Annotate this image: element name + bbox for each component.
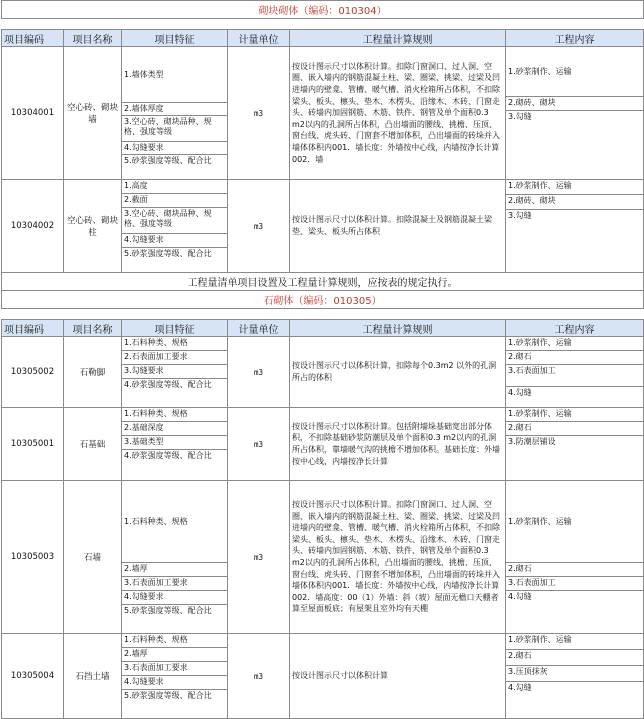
item-name: 空心砖、砌块柱 bbox=[64, 180, 122, 273]
item-code: 10305001 bbox=[2, 408, 64, 481]
content-item: 1.砂浆制作、运输 bbox=[506, 408, 643, 422]
content-list bbox=[506, 634, 644, 719]
item-unit: m3 bbox=[228, 337, 290, 408]
item-code: 10305004 bbox=[2, 634, 64, 719]
feature-item: 4.勾缝要求 bbox=[122, 591, 227, 605]
item-name: 石墙 bbox=[64, 481, 122, 634]
item-rule: 按设计图示尺寸以体积计算。包括附墙垛基础宽出部分体积，不扣除基础砂浆防潮层及单个面积0.3 m2以内的孔洞所占体积，靠墙暖气沟的挑檐不增加体积。基础长度：外墙按中心线，内墙按净长计算 bbox=[290, 408, 506, 481]
feature-item: 1.高度 bbox=[122, 180, 227, 194]
header-code: 项目编码 bbox=[2, 320, 64, 337]
item-code: 10305003 bbox=[2, 481, 64, 634]
feature-item: 1.石料种类、规格 bbox=[122, 408, 227, 422]
content-item: 1.砂浆制作、运输 bbox=[506, 180, 643, 195]
content-list bbox=[506, 337, 644, 408]
item-rule: 按设计图示尺寸以体积计算。扣除混凝土及钢筋混凝土梁垫、梁头、板头所占体积 bbox=[290, 180, 506, 273]
item-code: 10304001 bbox=[2, 47, 64, 180]
content-item: 2.砌石 bbox=[506, 422, 643, 436]
feature-item: 3.空心砖、砌块品种、规格、强度等级 bbox=[122, 116, 227, 142]
feature-item: 4.勾缝要求 bbox=[122, 676, 227, 690]
content-item: 4.勾缝 bbox=[508, 683, 532, 692]
feature-list bbox=[122, 634, 228, 719]
content-item: 4.勾缝 bbox=[508, 592, 532, 601]
content-item: 1.砂浆制作、运输 bbox=[506, 634, 643, 650]
item-unit: m3 bbox=[228, 634, 290, 719]
feature-item: 5.砂浆强度等级、配合比 bbox=[124, 606, 212, 615]
content-item: 1.砂浆制作、运输 bbox=[506, 47, 643, 97]
feature-list bbox=[122, 337, 228, 408]
feature-item: 2.墙体厚度 bbox=[122, 103, 227, 116]
spec-table bbox=[1, 0, 644, 719]
feature-item: 2.墙厚 bbox=[122, 648, 227, 662]
header-rule: 工程量计算规则 bbox=[290, 30, 506, 47]
content-item: 3.勾缝 bbox=[508, 112, 532, 121]
feature-item: 1.石料种类、规格 bbox=[122, 337, 227, 351]
feature-item: 2.墙厚 bbox=[122, 563, 227, 577]
feature-list bbox=[122, 408, 228, 481]
header-unit: 计量单位 bbox=[228, 30, 290, 47]
table-row bbox=[2, 481, 644, 634]
content-item: 3.勾缝 bbox=[508, 211, 532, 220]
spacer bbox=[2, 309, 644, 320]
feature-item: 4.勾缝要求 bbox=[122, 142, 227, 155]
section-title: 砌块砌体（编码：010304） bbox=[2, 1, 644, 19]
content-item: 2.砌砖、砌块 bbox=[506, 97, 643, 111]
header-features: 项目特征 bbox=[122, 320, 228, 337]
feature-item: 4.勾缝要求 bbox=[122, 234, 227, 248]
note-text: 工程量清单项目设置及工程量计算规则，应按表的规定执行。 bbox=[2, 273, 644, 291]
item-rule: 按设计图示尺寸以体积计算 bbox=[290, 634, 506, 719]
content-item: 2.砌石 bbox=[506, 650, 643, 666]
item-code: 10304002 bbox=[2, 180, 64, 273]
item-name: 石挡土墙 bbox=[64, 634, 122, 719]
header-name: 项目名称 bbox=[64, 320, 122, 337]
feature-item: 1.石料种类、规格 bbox=[122, 481, 227, 563]
content-list bbox=[506, 408, 644, 481]
content-item: 3.石表面加工 bbox=[506, 365, 643, 387]
feature-item: 5.砂浆强度等级、配合比 bbox=[124, 249, 212, 258]
feature-list bbox=[122, 47, 228, 180]
content-item: 1.砂浆制作、运输 bbox=[506, 481, 643, 563]
header-code: 项目编码 bbox=[2, 30, 64, 47]
header-content: 工程内容 bbox=[506, 30, 644, 47]
content-list bbox=[506, 47, 644, 180]
item-unit: m3 bbox=[228, 47, 290, 180]
table-row bbox=[2, 408, 644, 481]
feature-item: 1.墙体类型 bbox=[122, 47, 227, 103]
item-code: 10305002 bbox=[2, 337, 64, 408]
item-rule: 按设计图示尺寸以体积计算。扣除门窗洞口、过人洞、空圈、嵌入墙内的钢筋混凝土柱、梁、圈梁、挑梁、过梁及凹进墙内的壁龛、管槽、暖气槽、消火栓箱所占体积，不扣除梁头、板头、檩头、垫木、木楞头、沿缘木、木砖、门窗走头、砖墙内加固钢筋、木筋、铁件、钢管及单个面积0.3 m2以内的孔洞所占体积，凸出墙面的腰线、挑檐、压顶、窗台线、虎头砖、门窗套不增加体积，凸出墙面的砖垛并入墙体体积内001．墙长度：外墙按中心线，内墙按净长计算002．墙高度：00（1）外墙：斜（坡）屋面无檐口天棚者算至屋面板底；有屋架且室外均有天棚 bbox=[290, 481, 506, 634]
feature-list bbox=[122, 481, 228, 634]
feature-item: 5.砂浆强度等级、配合比 bbox=[124, 691, 212, 700]
content-list bbox=[506, 481, 644, 634]
item-name: 石勒脚 bbox=[64, 337, 122, 408]
item-unit: m3 bbox=[228, 408, 290, 481]
feature-item: 3.勾缝要求 bbox=[122, 365, 227, 379]
content-item: 4.勾缝 bbox=[508, 388, 532, 397]
item-name: 空心砖、砌块墙 bbox=[64, 47, 122, 180]
table-row bbox=[2, 634, 644, 719]
table-row bbox=[2, 337, 644, 408]
content-item: 2.砌石 bbox=[506, 563, 643, 577]
content-item: 1.砂浆制作、运输 bbox=[506, 337, 643, 351]
feature-item: 2.截面 bbox=[122, 194, 227, 208]
content-item: 2.砌石 bbox=[506, 351, 643, 365]
feature-item: 2.石表面加工要求 bbox=[122, 351, 227, 365]
feature-list bbox=[122, 180, 228, 273]
feature-item: 1.石料种类、规格 bbox=[122, 634, 227, 648]
feature-item: 3.基础类型 bbox=[122, 436, 227, 450]
feature-item: 2.基础深度 bbox=[122, 422, 227, 436]
header-name: 项目名称 bbox=[64, 30, 122, 47]
content-item: 3.石表面加工 bbox=[506, 577, 643, 591]
content-item: 3.防潮层铺设 bbox=[508, 437, 556, 446]
item-name: 石基础 bbox=[64, 408, 122, 481]
feature-item: 3.空心砖、砌块品种、规格、强度等级 bbox=[122, 208, 227, 234]
table-row bbox=[2, 47, 644, 180]
table-row bbox=[2, 180, 644, 273]
feature-item: 4.砂浆强度等级、配合比 bbox=[124, 451, 212, 460]
feature-item: 3.石表面加工要求 bbox=[122, 662, 227, 676]
section-title: 石砌体（编码：010305） bbox=[2, 291, 644, 309]
content-list bbox=[506, 180, 644, 273]
item-rule: 按设计图示尺寸以体积计算，扣除每个0.3m2 以外的孔洞所占的体积 bbox=[290, 337, 506, 408]
item-rule: 按设计图示尺寸以体积计算。扣除门窗洞口、过人洞、空圈、嵌入墙内的钢筋混凝土柱、梁、圈梁、挑梁、过梁及凹进墙内的壁龛、管槽、暖气槽、消火栓箱所占体积，不扣除梁头、板头、檩头、垫木、木楞头、沿缘木、木砖、门窗走头、砖墙内加固钢筋、木筋、铁件、钢管及单个面积0.3 m2以内的孔洞所占体积，凸出墙面的腰线、挑檐、压顶、窗台线、虎头砖、门窗套不增加体积，凸出墙面的砖垛并入墙体体积内001．墙长度：外墙按中心线，内墙按净长计算002．墙 bbox=[290, 47, 506, 180]
header-unit: 计量单位 bbox=[228, 320, 290, 337]
feature-item: 3.石表面加工要求 bbox=[122, 577, 227, 591]
spacer bbox=[2, 19, 644, 30]
item-unit: m3 bbox=[228, 180, 290, 273]
header-rule: 工程量计算规则 bbox=[290, 320, 506, 337]
feature-item: 4.砂浆强度等级、配合比 bbox=[124, 380, 212, 389]
header-features: 项目特征 bbox=[122, 30, 228, 47]
item-unit: m3 bbox=[228, 481, 290, 634]
feature-item: 5.砂浆强度等级、配合比 bbox=[124, 156, 212, 165]
content-item: 3.压顶抹灰 bbox=[506, 666, 643, 682]
content-item: 2.砌砖、砌块 bbox=[506, 195, 643, 210]
header-content: 工程内容 bbox=[506, 320, 644, 337]
